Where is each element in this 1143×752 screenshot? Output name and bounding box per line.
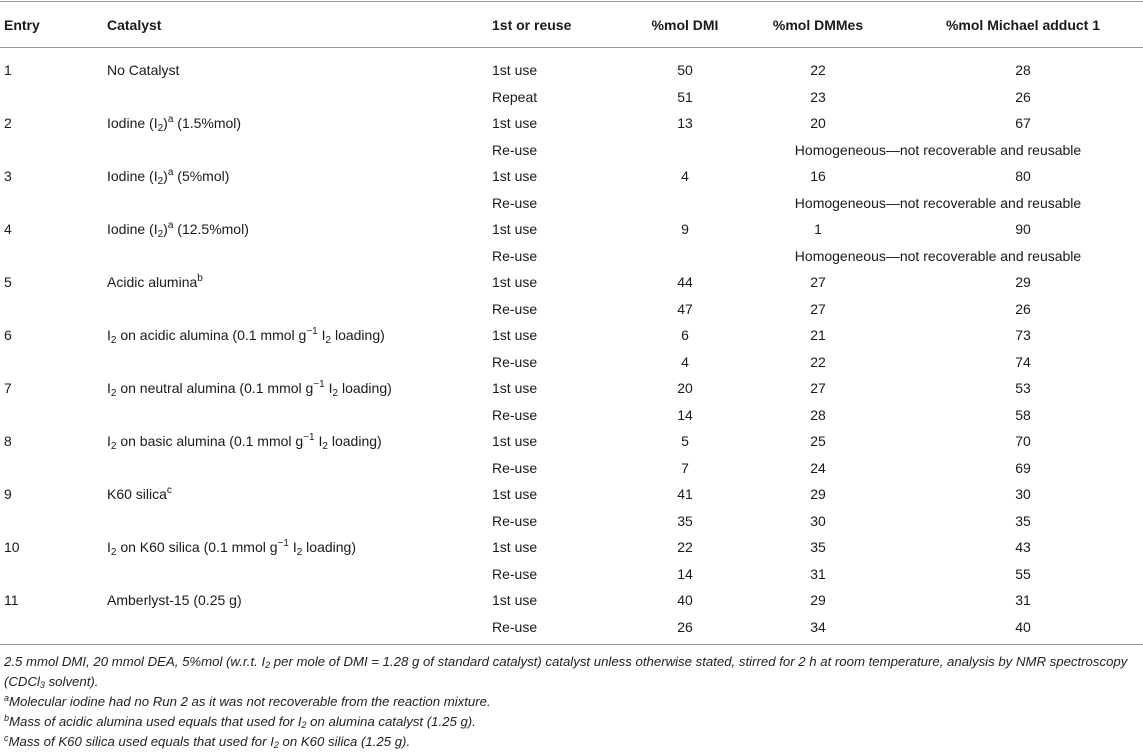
catalyst-cell bbox=[107, 57, 492, 84]
adduct-cell: 74 bbox=[1015, 353, 1031, 370]
catalyst-text: 2 bbox=[110, 441, 117, 453]
table-row bbox=[0, 534, 1143, 561]
footnote-general-part: solvent). bbox=[44, 674, 99, 689]
dmi-cell: 14 bbox=[677, 406, 693, 423]
dmmes-cell: 28 bbox=[810, 406, 826, 423]
footnote-general-part: 2.5 mmol DMI, 20 mmol DEA, 5%mol (w.r.t. I bbox=[4, 654, 266, 669]
adduct-cell: 29 bbox=[1015, 274, 1031, 291]
entry-cell bbox=[0, 508, 107, 535]
adduct-cell: 69 bbox=[1015, 459, 1031, 476]
catalyst-cell bbox=[107, 481, 492, 508]
footnote-b-text: on alumina catalyst (1.25 g). bbox=[306, 714, 476, 729]
header-adduct: %mol Michael adduct 1 bbox=[945, 17, 1101, 33]
catalyst-text: Amberlyst-15 (0.25 g) bbox=[107, 592, 242, 609]
use-cell: Re-use bbox=[492, 194, 538, 211]
entry-cell: 8 bbox=[4, 433, 12, 450]
catalyst-cell bbox=[107, 110, 492, 137]
use-cell: Re-use bbox=[492, 141, 538, 158]
footnote-b-sub: 2 bbox=[301, 720, 307, 730]
dmi-cell: 44 bbox=[677, 274, 693, 291]
dmmes-cell: 27 bbox=[810, 300, 826, 317]
dmmes-cell: 29 bbox=[810, 592, 826, 609]
table-row bbox=[0, 137, 1143, 164]
catalyst-cell bbox=[107, 269, 492, 296]
catalyst-text: I bbox=[288, 539, 297, 556]
table-row bbox=[0, 508, 1143, 535]
entry-cell bbox=[0, 455, 107, 482]
dmmes-cell: 24 bbox=[810, 459, 826, 476]
entry-cell bbox=[0, 243, 107, 270]
footnote-b bbox=[4, 712, 1139, 732]
entry-cell bbox=[0, 190, 107, 217]
catalyst-cell bbox=[107, 163, 492, 190]
catalyst-text: −1 bbox=[313, 379, 325, 391]
homogeneous-note: Homogeneous—not recoverable and reusable bbox=[794, 194, 1082, 211]
adduct-cell: 40 bbox=[1015, 618, 1031, 635]
entry-cell: 2 bbox=[4, 115, 12, 132]
dmi-cell: 40 bbox=[677, 592, 693, 609]
table-body bbox=[0, 57, 1143, 640]
dmmes-cell: 23 bbox=[810, 88, 826, 105]
catalyst-text: −1 bbox=[277, 538, 289, 550]
dmi-cell: 6 bbox=[681, 327, 689, 344]
table-row bbox=[0, 296, 1143, 323]
adduct-cell: 73 bbox=[1015, 327, 1031, 344]
catalyst-cell bbox=[107, 455, 492, 482]
use-cell: 1st use bbox=[492, 486, 538, 503]
catalyst-cell bbox=[107, 561, 492, 588]
dmi-cell: 14 bbox=[677, 565, 693, 582]
use-cell: 1st use bbox=[492, 115, 538, 132]
footnote-general-sub: 3 bbox=[39, 680, 45, 690]
dmi-cell: 9 bbox=[681, 221, 689, 238]
catalyst-text: 2 bbox=[322, 441, 328, 453]
catalyst-text: 2 bbox=[296, 547, 303, 559]
catalyst-text: I bbox=[107, 380, 111, 397]
catalyst-text: (12.5%mol) bbox=[173, 221, 249, 238]
dmmes-cell: 21 bbox=[810, 327, 826, 344]
footnote-c-mark: c bbox=[4, 733, 9, 743]
dmi-cell: 47 bbox=[677, 300, 693, 317]
catalyst-text: loading) bbox=[338, 380, 392, 397]
catalyst-text: I bbox=[107, 327, 111, 344]
catalyst-text: (5%mol) bbox=[173, 168, 230, 185]
dmi-cell bbox=[637, 137, 733, 164]
homogeneous-note: Homogeneous—not recoverable and reusable bbox=[794, 247, 1082, 264]
catalyst-text: 2 bbox=[157, 229, 164, 241]
table-row bbox=[0, 322, 1143, 349]
catalyst-cell bbox=[107, 402, 492, 429]
catalyst-cell bbox=[107, 84, 492, 111]
adduct-cell: 35 bbox=[1015, 512, 1031, 529]
entry-cell: 9 bbox=[4, 486, 12, 503]
use-cell: 1st use bbox=[492, 592, 538, 609]
catalyst-text: 2 bbox=[110, 547, 117, 559]
adduct-cell: 31 bbox=[1015, 592, 1031, 609]
table-row bbox=[0, 216, 1143, 243]
entry-cell bbox=[0, 349, 107, 376]
dmi-cell: 22 bbox=[677, 539, 693, 556]
use-cell: 1st use bbox=[492, 327, 538, 344]
catalyst-cell bbox=[107, 243, 492, 270]
table-row bbox=[0, 375, 1143, 402]
dmi-cell: 5 bbox=[681, 433, 689, 450]
bottom-rule bbox=[0, 644, 1143, 645]
dmi-cell: 50 bbox=[677, 62, 693, 79]
catalyst-cell bbox=[107, 190, 492, 217]
catalyst-text: Iodine (I bbox=[107, 115, 158, 132]
dmmes-cell: 16 bbox=[810, 168, 826, 185]
footnote-a bbox=[4, 692, 1139, 712]
catalyst-text: on basic alumina (0.1 mmol g bbox=[116, 433, 304, 450]
entry-cell: 3 bbox=[4, 168, 12, 185]
adduct-cell: 26 bbox=[1015, 88, 1031, 105]
adduct-cell: 70 bbox=[1015, 433, 1031, 450]
dmmes-cell: 20 bbox=[810, 115, 826, 132]
use-cell: Re-use bbox=[492, 247, 538, 264]
table-row bbox=[0, 349, 1143, 376]
footnote-general-part: per mole of DMI = 1.28 g of standard catalyst) catalyst unless otherwise stated, stirred for 2 h at room temperature, analysis by NMR spectroscopy (CDCl bbox=[4, 654, 1128, 689]
catalyst-text: 2 bbox=[157, 123, 164, 135]
dmmes-cell: 34 bbox=[810, 618, 826, 635]
catalyst-text: ) bbox=[163, 168, 168, 185]
dmi-cell: 26 bbox=[677, 618, 693, 635]
catalyst-text: 2 bbox=[110, 335, 117, 347]
entry-cell: 11 bbox=[4, 592, 19, 609]
table-row bbox=[0, 243, 1143, 270]
catalyst-text: on K60 silica (0.1 mmol g bbox=[116, 539, 278, 556]
catalyst-text: K60 silica bbox=[107, 486, 167, 503]
footnote-b-text: Mass of acidic alumina used equals that used for I bbox=[9, 714, 302, 729]
dmmes-cell: 35 bbox=[810, 539, 826, 556]
catalyst-text: c bbox=[166, 485, 172, 497]
table-row bbox=[0, 84, 1143, 111]
footnote-a-mark: a bbox=[4, 693, 10, 703]
catalyst-text: on acidic alumina (0.1 mmol g bbox=[116, 327, 307, 344]
table-row bbox=[0, 402, 1143, 429]
use-cell: Repeat bbox=[492, 88, 538, 105]
entry-cell bbox=[0, 296, 107, 323]
catalyst-text: 2 bbox=[110, 388, 117, 400]
catalyst-text: (1.5%mol) bbox=[173, 115, 242, 132]
table-row bbox=[0, 587, 1143, 614]
dmi-cell bbox=[637, 243, 733, 270]
footnote-a-text: Molecular iodine had no Run 2 as it was not recoverable from the reaction mixture. bbox=[9, 694, 491, 709]
catalyst-text: loading) bbox=[331, 327, 385, 344]
dmi-cell: 35 bbox=[677, 512, 693, 529]
footnote-general bbox=[4, 652, 1139, 692]
header-dmi: %mol DMI bbox=[651, 17, 719, 33]
adduct-cell: 28 bbox=[1015, 62, 1031, 79]
dmi-cell: 13 bbox=[677, 115, 693, 132]
catalyst-text: 2 bbox=[332, 388, 339, 400]
header-row bbox=[0, 6, 1143, 57]
footnote-c-sub: 2 bbox=[273, 740, 279, 750]
dmmes-cell: 29 bbox=[810, 486, 826, 503]
footnote-c-text: Mass of K60 silica used equals that used for I bbox=[8, 734, 274, 749]
entry-cell: 7 bbox=[4, 380, 12, 397]
catalyst-cell bbox=[107, 349, 492, 376]
catalyst-cell bbox=[107, 534, 492, 561]
dmi-cell: 51 bbox=[677, 88, 693, 105]
footnote-c-text: on K60 silica (1.25 g). bbox=[278, 734, 411, 749]
catalyst-text: I bbox=[107, 433, 111, 450]
dmi-cell: 20 bbox=[677, 380, 693, 397]
catalyst-text: No Catalyst bbox=[107, 62, 180, 79]
header-dmmes: %mol DMMes bbox=[772, 17, 864, 33]
entry-cell bbox=[0, 614, 107, 641]
entry-cell: 1 bbox=[4, 62, 12, 79]
table-row bbox=[0, 269, 1143, 296]
dmi-cell: 7 bbox=[681, 459, 689, 476]
dmmes-cell: 31 bbox=[810, 565, 826, 582]
homogeneous-note: Homogeneous—not recoverable and reusable bbox=[794, 141, 1082, 158]
catalyst-text: I bbox=[314, 433, 323, 450]
adduct-cell: 80 bbox=[1015, 168, 1031, 185]
dmmes-cell: 27 bbox=[810, 380, 826, 397]
footnote-b-mark: b bbox=[4, 713, 10, 723]
dmmes-cell: 27 bbox=[810, 274, 826, 291]
table-row bbox=[0, 428, 1143, 455]
catalyst-text: 2 bbox=[325, 335, 332, 347]
dmi-cell: 4 bbox=[681, 353, 689, 370]
catalyst-text: b bbox=[197, 273, 203, 285]
table-row bbox=[0, 481, 1143, 508]
use-cell: 1st use bbox=[492, 380, 538, 397]
catalyst-text: ) bbox=[163, 115, 168, 132]
catalyst-cell bbox=[107, 216, 492, 243]
catalyst-text: ) bbox=[163, 221, 168, 238]
dmi-cell: 41 bbox=[677, 486, 693, 503]
catalyst-text: loading) bbox=[302, 539, 356, 556]
adduct-cell: 67 bbox=[1015, 115, 1031, 132]
entry-cell bbox=[0, 137, 107, 164]
adduct-cell: 53 bbox=[1015, 380, 1031, 397]
dmi-cell: 4 bbox=[681, 168, 689, 185]
table-row bbox=[0, 190, 1143, 217]
catalyst-cell bbox=[107, 375, 492, 402]
use-cell: Re-use bbox=[492, 459, 538, 476]
catalyst-cell bbox=[107, 428, 492, 455]
dmmes-cell: 1 bbox=[814, 221, 822, 238]
catalyst-cell bbox=[107, 296, 492, 323]
entry-cell: 5 bbox=[4, 274, 12, 291]
use-cell: 1st use bbox=[492, 433, 538, 450]
dmmes-cell: 25 bbox=[810, 433, 826, 450]
catalyst-cell bbox=[107, 322, 492, 349]
footnote-c bbox=[4, 732, 1139, 752]
adduct-cell: 90 bbox=[1015, 221, 1031, 238]
entry-cell bbox=[0, 402, 107, 429]
catalyst-text: a bbox=[167, 167, 174, 179]
adduct-cell: 43 bbox=[1015, 539, 1031, 556]
catalyst-text: I bbox=[107, 539, 111, 556]
catalyst-text: Iodine (I bbox=[107, 221, 158, 238]
adduct-cell: 30 bbox=[1015, 486, 1031, 503]
table-row bbox=[0, 614, 1143, 641]
catalyst-text: loading) bbox=[327, 433, 382, 450]
catalyst-text: Acidic alumina bbox=[107, 274, 198, 291]
dmmes-cell: 22 bbox=[810, 62, 826, 79]
catalyst-text: Iodine (I bbox=[107, 168, 158, 185]
use-cell: Re-use bbox=[492, 353, 538, 370]
top-rule bbox=[0, 1, 1143, 2]
use-cell: 1st use bbox=[492, 539, 538, 556]
entry-cell bbox=[0, 84, 107, 111]
entry-cell bbox=[0, 561, 107, 588]
catalyst-text: a bbox=[167, 220, 174, 232]
adduct-cell: 55 bbox=[1015, 565, 1031, 582]
table-row bbox=[0, 455, 1143, 482]
table-footnotes bbox=[4, 652, 1139, 752]
use-cell: 1st use bbox=[492, 168, 538, 185]
results-table bbox=[0, 6, 1143, 640]
entry-cell: 10 bbox=[4, 539, 20, 556]
catalyst-text: −1 bbox=[303, 432, 315, 444]
catalyst-text: I bbox=[324, 380, 333, 397]
use-cell: 1st use bbox=[492, 274, 538, 291]
table-row bbox=[0, 163, 1143, 190]
header-use: 1st or reuse bbox=[492, 17, 572, 33]
header-entry: Entry bbox=[4, 17, 40, 33]
catalyst-text: −1 bbox=[306, 326, 318, 338]
table-row bbox=[0, 57, 1143, 84]
catalyst-text: on neutral alumina (0.1 mmol g bbox=[116, 380, 314, 397]
footnote-general-sub: 2 bbox=[265, 660, 271, 670]
catalyst-text: 2 bbox=[157, 176, 164, 188]
use-cell: Re-use bbox=[492, 618, 538, 635]
use-cell: 1st use bbox=[492, 62, 538, 79]
adduct-cell: 26 bbox=[1015, 300, 1031, 317]
catalyst-text: a bbox=[167, 114, 174, 126]
catalyst-cell bbox=[107, 508, 492, 535]
table-row bbox=[0, 110, 1143, 137]
entry-cell: 4 bbox=[4, 221, 12, 238]
table-row bbox=[0, 561, 1143, 588]
use-cell: Re-use bbox=[492, 565, 538, 582]
catalyst-cell bbox=[107, 137, 492, 164]
catalyst-cell bbox=[107, 587, 492, 614]
dmmes-cell: 30 bbox=[810, 512, 826, 529]
use-cell: 1st use bbox=[492, 221, 538, 238]
dmmes-cell: 22 bbox=[810, 353, 826, 370]
entry-cell: 6 bbox=[4, 327, 12, 344]
catalyst-cell bbox=[107, 614, 492, 641]
use-cell: Re-use bbox=[492, 300, 538, 317]
catalyst-text: I bbox=[317, 327, 326, 344]
dmi-cell bbox=[637, 190, 733, 217]
header-catalyst: Catalyst bbox=[107, 17, 162, 33]
adduct-cell: 58 bbox=[1015, 406, 1031, 423]
use-cell: Re-use bbox=[492, 406, 538, 423]
use-cell: Re-use bbox=[492, 512, 538, 529]
